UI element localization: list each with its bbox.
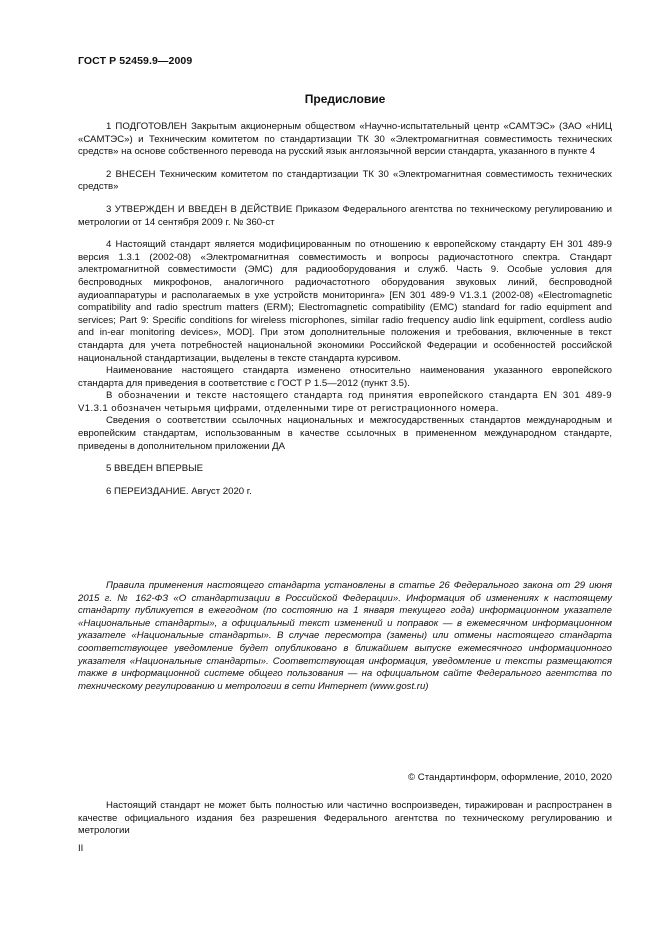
item-3-text: Приказом Федерального агентства по техническому регулированию и метрологии от 14 сентября 2009 г. № 360-ст — [78, 203, 612, 228]
item-5-lead: 5 ВВЕДЕН ВПЕРВЫЕ — [106, 463, 204, 475]
foreword-body — [78, 121, 612, 498]
standard-id: ГОСТ Р 52459.9—2009 — [78, 55, 193, 67]
page-title: Предисловие — [304, 92, 386, 106]
item-4-year-note: В обозначении и тексте настоящего стандарта год принятия европейского стандарта EN 301 489-9 V1.3.1 обозначен четырьмя цифрами, отделенными тире от регистрационного номера. — [78, 390, 612, 414]
item-2-lead: 2 ВНЕСЕН — [106, 168, 156, 180]
item-5 — [78, 463, 612, 476]
item-4-refs-note: Сведения о соответствии ссылочных национальных и межгосударственных стандартов международным и европейским стандартам, использованным в качестве ссылочных в примененном международном стандарте, приведены в дополнительном приложении ДА — [78, 415, 612, 452]
reproduction-notice: Настоящий стандарт не может быть полностью или частично воспроизведен, тиражирован и распространен в качестве официального издания без разрешения Федерального агентства по техническому регулированию и метрологии — [78, 800, 612, 837]
item-4-lead: 4 — [106, 239, 112, 251]
item-4-text: Настоящий стандарт является модифицированным по отношению к европейскому стандарту ЕН 301 489-9 версия 1.3.1 (2002-08) «Электромагнитная совместимость и вопросы радиочастотного спектра. Стандарт электромагнитной совместимости (ЭМС) для радиооборудования и служб. Часть 9. Особые условия для беспроводных микрофонов, аналогичного радиочастотного оборудования звуковых линий, беспроводной аудиоаппаратуры и располагаемых в ухе устройств мониторинга» [EN 301 489-9 V1.3.1 (2002-08) «Electromagnetic compatibility and radio spectrum matters (ERM); Electromagnetic compatibility (EMC) standard for radio equipment and services; Part 9: Specific conditions for wireless microphones, similar radio frequency audio link equipment, cordless audio and in-ear monitoring devices», MOD]. При этом дополнительные положения и требования, включенные в текст стандарта для учета потребностей национальной экономики Российской Федерации и особенностей российской национальной стандартизации, выделены в тексте стандарта курсивом. — [78, 239, 612, 364]
item-1-text: Закрытым акционерным обществом «Научно-испытательный центр «САМТЭС» (ЗАО «НИЦ «САМТЭС») и Техническим комитетом по стандартизации ТК 30 «Электромагнитная совместимость технических средств» на основе собственного перевода на русский язык англоязычной версии стандарта, указанного в пункте 4 — [78, 121, 612, 158]
item-1 — [78, 121, 612, 159]
item-3-lead: 3 УТВЕРЖДЕН И ВВЕДЕН В ДЕЙСТВИЕ — [106, 203, 293, 215]
item-4 — [78, 239, 612, 365]
item-2-text: Техническим комитетом по стандартизации ТК 30 «Электромагнитная совместимость технических средств» — [78, 168, 613, 193]
item-1-lead: 1 ПОДГОТОВЛЕН — [106, 121, 187, 132]
item-6 — [78, 486, 612, 499]
copyright-line: © Стандартинформ, оформление, 2010, 2020 — [408, 772, 612, 783]
item-6-text: Август 2020 г. — [188, 485, 252, 497]
item-2 — [78, 169, 612, 194]
item-6-lead: 6 ПЕРЕИЗДАНИЕ. — [106, 485, 189, 497]
item-3 — [78, 204, 612, 229]
item-4-name-note: Наименование настоящего стандарта изменено относительно наименования указанного европейского стандарта для приведения в соответствие с ГОСТ Р 1.5—2012 (пункт 3.5). — [78, 365, 612, 389]
page-number: II — [78, 843, 84, 854]
usage-rules-notice: Правила применения настоящего стандарта установлены в статье 26 Федерального закона от 29 июня 2015 г. № 162-ФЗ «О стандартизации в Российской Федерации». Информация об изменениях к настоящему стандарту публикуется в ежегодном (по состоянию на 1 января текущего года) информационном указателе «Национальные стандарты», а официальный текст изменений и поправок — в ежемесячном информационном указателе «Национальные стандарты». В случае пересмотра (замены) или отмены настоящего стандарта соответствующее уведомление будет опубликовано в ближайшем выпуске ежемесячного информационного указателя «Национальные стандарты». Соответствующая информация, уведомление и тексты размещаются также в информационной системе общего пользования — на официальном сайте Федерального агентства по техническому регулированию и метрологии в сети Интернет (www.gost.ru) — [78, 580, 612, 692]
